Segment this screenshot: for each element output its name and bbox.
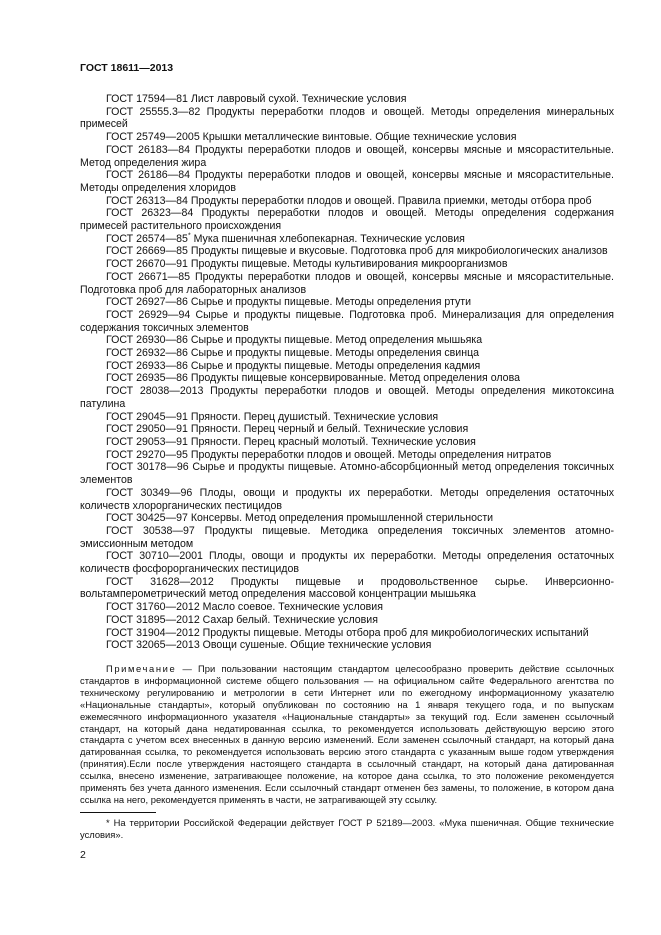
reference-item: ГОСТ 17594—81 Лист лавровый сухой. Технические условия [106, 93, 407, 105]
note-paragraph [80, 663, 614, 806]
reference-item: ГОСТ 25555.3—82 Продукты переработки плодов и овощей. Методы определения минеральных примесей [80, 105, 614, 131]
reference-item: ГОСТ 28038—2013 Продукты переработки плодов и овощей. Методы определения микотоксина патулина [80, 385, 614, 410]
reference-item: ГОСТ 26935—86 Продукты пищевые консервированные. Метод определения олова [106, 372, 520, 385]
reference-item: ГОСТ 30425—97 Консервы. Метод определения промышленной стерильности [106, 512, 494, 525]
reference-item: ГОСТ 30349—96 Плоды, овощи и продукты их переработки. Методы определения остаточных количеств хлорорганических пестицидов [80, 486, 614, 512]
reference-item: ГОСТ 29053—91 Пряности. Перец красный молотый. Технические условия [106, 435, 476, 448]
reference-item: ГОСТ 30178—96 Сырье и продукты пищевые. Атомно-абсорбционный метод определения токсичных элементов [80, 461, 614, 487]
normative-references-list [80, 93, 614, 652]
reference-item: ГОСТ 26186—84 Продукты переработки плодов и овощей, консервы мясные и мясорастительные. Методы определения хлоридов [80, 169, 614, 194]
footnote-marker: * [187, 232, 191, 240]
note-text: — При пользовании настоящим стандартом целесообразно проверить действие ссылочных стандартов в информационной системе общего пользования — на официальном сайте Федерального агентства по техническому регулированию и метрологии в сети Интернет или по ежегодному информационному указателю «Национальные стандарты», который опубликован по состоянию на 1 января текущего года, и по выпускам ежемесячного информационного указателя «Национальные стандарты» за текущий год. Если заменен ссылочный стандарт, на который дана недатированная ссылка, то рекомендуется использовать действующую версию этого стандарта с учетом всех внесенных в данную версию изменений. Если заменен ссылочный стандарт, на который дана датированная ссылка, то рекомендуется использовать версию этого стандарта с указанным выше годом утверждения (принятия).Если после утверждения настоящего стандарта в ссылочный стандарт, на который дана датированная ссылка, внесено изменение, затрагивающее положение, на которое дана ссылка, то это положение рекомендуется применять без учета данного изменения. Если ссылочный стандарт отменен без замены, то положение, в котором дана ссылка на него, рекомендуется применять в части, не затрагивающей эту ссылку. [80, 663, 614, 805]
reference-item: ГОСТ 31760—2012 Масло соевое. Технические условия [106, 601, 383, 614]
reference-item: ГОСТ 26183—84 Продукты переработки плодов и овощей, консервы мясные и мясорастительные. Метод определения жира [80, 143, 614, 169]
reference-item: ГОСТ 26670—91 Продукты пищевые. Методы культивирования микроорганизмов [106, 258, 508, 271]
reference-item: ГОСТ 31904—2012 Продукты пищевые. Методы отбора проб для микробиологических испытаний [106, 626, 589, 639]
reference-item: ГОСТ 26669—85 Продукты пищевые и вкусовые. Подготовка проб для микробиологических анализов [106, 245, 608, 258]
reference-item: ГОСТ 30538—97 Продукты пищевые. Методика определения токсичных элементов атомно-эмиссионным методом [80, 524, 614, 550]
reference-item: ГОСТ 26927—86 Сырье и продукты пищевые. Методы определения ртути [106, 296, 472, 309]
page-number: 2 [80, 849, 86, 861]
reference-item: ГОСТ 29270—95 Продукты переработки плодов и овощей. Методы определения нитратов [106, 448, 552, 461]
reference-item: ГОСТ 26930—86 Сырье и продукты пищевые. Метод определения мышьяка [106, 334, 483, 347]
reference-item: ГОСТ 26929—94 Сырье и продукты пищевые. Подготовка проб. Минерализация для определения содержания токсичных элементов [80, 308, 614, 334]
reference-item: ГОСТ 26313—84 Продукты переработки плодов и овощей. Правила приемки, методы отбора проб [106, 194, 592, 207]
reference-item: ГОСТ 31628—2012 Продукты пищевые и продовольственное сырье. Инверсионно-вольтамперометрический метод определения массовой концентрации мышьяка [80, 575, 614, 601]
reference-code: ГОСТ 26574—85 [106, 232, 188, 245]
reference-item: ГОСТ 30710—2001 Плоды, овощи и продукты их переработки. Методы определения остаточных количеств фосфорорганических пестицидов [80, 550, 614, 576]
footnote-divider [80, 812, 156, 813]
reference-item: ГОСТ 26323—84 Продукты переработки плодов и овощей. Методы определения содержания примесей растительного происхождения [80, 207, 614, 233]
reference-item: ГОСТ 29050—91 Пряности. Перец черный и белый. Технические условия [106, 423, 469, 436]
note-label: Примечание [106, 663, 177, 674]
reference-item: ГОСТ 25749—2005 Крышки металлические винтовые. Общие технические условия [106, 131, 517, 144]
reference-item: ГОСТ 31895—2012 Сахар белый. Технические условия [106, 613, 378, 626]
reference-item: ГОСТ 32065—2013 Овощи сушеные. Общие технические условия [106, 639, 432, 652]
reference-title: Мука пшеничная хлебопекарная. Технические условия [190, 232, 465, 245]
reference-item-with-footnote [80, 233, 614, 246]
reference-item: ГОСТ 26933—86 Сырье и продукты пищевые. Методы определения кадмия [106, 359, 481, 372]
reference-item: ГОСТ 29045—91 Пряности. Перец душистый. Технические условия [106, 410, 439, 423]
document-header: ГОСТ 18611—2013 [80, 62, 174, 74]
reference-item: ГОСТ 26932—86 Сырье и продукты пищевые. Методы определения свинца [106, 347, 480, 360]
reference-item: ГОСТ 26671—85 Продукты переработки плодов и овощей, консервы мясные и мясорастительные. Подготовка проб для лабораторных анализов [80, 270, 614, 296]
footnote: * На территории Российской Федерации действует ГОСТ Р 52189—2003. «Мука пшеничная. Общие технические условия». [80, 817, 614, 840]
